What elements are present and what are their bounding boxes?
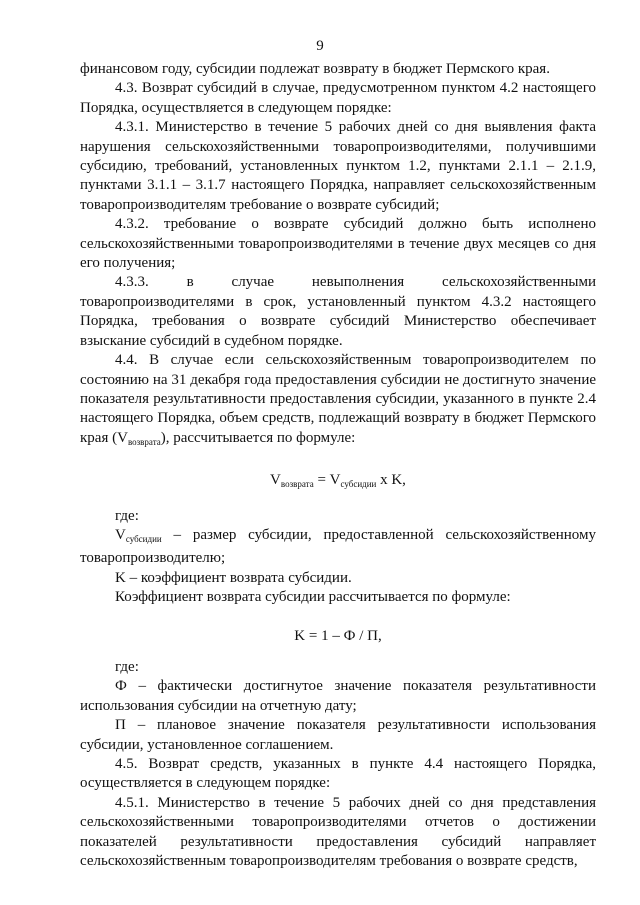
formula-symbol: x K, [376, 472, 406, 489]
definition-subscript: субсидии [125, 533, 162, 544]
subscript: возврата [127, 436, 161, 447]
where-label: где: [115, 658, 139, 675]
paragraph: финансовом году, субсидии подлежат возврату в бюджет Пермского края. [80, 61, 550, 77]
formula-subscript: субсидии [340, 479, 377, 490]
document-body [80, 60, 596, 871]
paragraph [80, 351, 596, 452]
paragraph: 4.3. Возврат субсидий в случае, предусмотренном пунктом 4.2 настоящего Порядка, осуществляется в следующем порядке: [80, 80, 596, 116]
page-number: 9 [316, 38, 324, 54]
definition: K – коэффициент возврата субсидии. [115, 569, 352, 586]
definition: П – плановое значение показателя результативности использования субсидии, установленное соглашением. [80, 717, 596, 753]
where-label: где: [115, 507, 139, 524]
definition [80, 526, 596, 569]
paragraph: 4.5. Возврат средств, указанных в пункте 4.4 настоящего Порядка, осуществляется в следующем порядке: [80, 756, 596, 792]
definition-text: – размер субсидии, предоставленной сельскохозяйственному товаропроизводителю; [80, 526, 596, 567]
definition: Ф – фактически достигнутое значение показателя результативности использования субсидии на отчетную дату; [80, 678, 596, 714]
paragraph: 4.3.3. в случае невыполнения сельскохозяйственными товаропроизводителями в срок, установленный пунктом 4.3.2 настоящего Порядка, требования о возврате субсидий Министерство обеспечивает взыскание субсидий в судебном порядке. [80, 274, 596, 349]
formula-coefficient: K = 1 – Ф / П, [294, 627, 382, 644]
formula-subscript: возврата [280, 479, 314, 490]
paragraph-text: ), рассчитывается по формуле: [160, 429, 356, 446]
formula-symbol: V [270, 472, 281, 489]
paragraph: 4.3.2. требование о возврате субсидий должно быть исполнено сельскохозяйственными товаропроизводителями в течение двух месяцев со дня его получения; [80, 216, 596, 272]
formula-volume [80, 471, 596, 494]
paragraph: 4.3.1. Министерство в течение 5 рабочих дней со дня выявления факта нарушения сельскохозяйственными товаропроизводителями, получившими субсидию, требований, установленных пунктом 1.2, пунктами 2.1.1 – 2.1.9, пунктами 3.1.1 – 3.1.7 настоящего Порядка, направляет сельскохозяйственным товаропроизводителям требование о возврате субсидий; [80, 119, 596, 213]
formula-symbol: = V [313, 472, 341, 489]
paragraph: Коэффициент возврата субсидии рассчитывается по формуле: [115, 589, 511, 606]
paragraph: 4.5.1. Министерство в течение 5 рабочих дней со дня представления сельскохозяйственными товаропроизводителями отчетов о достижении показателей результативности предоставления субсидий направляет сельскохозяйственным товаропроизводителям требования о возврате средств, [80, 794, 596, 870]
paragraph-text: 4.4. В случае если сельскохозяйственным товаропроизводителем по состоянию на 31 декабря года предоставления субсидии не достигнуто значение показателя результативности предоставления субсидии, указанного в пункте 2.4 настоящего Порядка, объем средств, подлежащий возврату в бюджет Пермского края (V [80, 352, 596, 446]
definition-symbol: V [115, 526, 126, 543]
